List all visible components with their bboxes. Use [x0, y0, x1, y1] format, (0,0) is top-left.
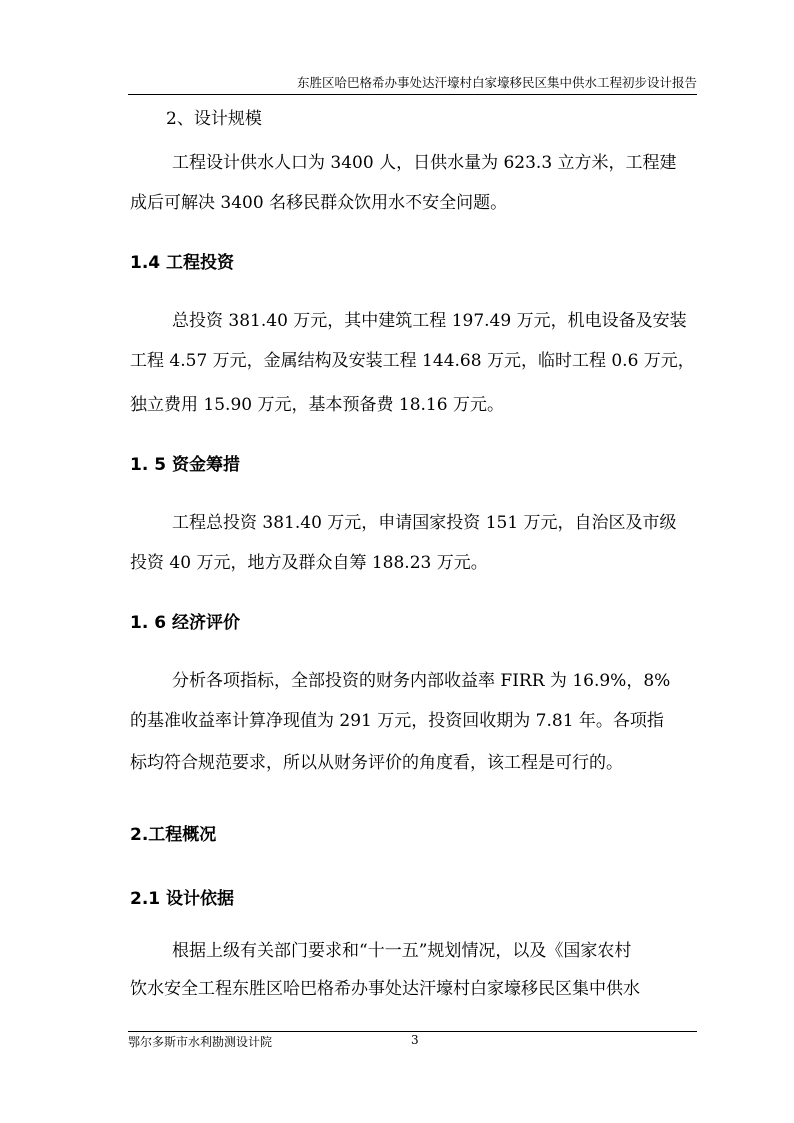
section-heading-2: 2.工程概况: [130, 825, 217, 845]
paragraph-line: 工程设计供水人口为 3400 人，日供水量为 623.3 立方米，工程建: [172, 153, 677, 173]
page-number: 3: [411, 1033, 419, 1047]
section-heading-2-1: 2.1 设计依据: [130, 889, 235, 909]
paragraph-line: 分析各项指标，全部投资的财务内部收益率 FIRR 为 16.9%，8%: [172, 671, 671, 691]
footer-divider: [128, 1031, 697, 1032]
header-title: 东胜区哈巴格希办事处达汗壕村白家壕移民区集中供水工程初步设计报告: [296, 75, 697, 90]
section-heading-1-6: 1. 6 经济评价: [130, 613, 240, 633]
section-heading-1-5: 1. 5 资金筹措: [130, 455, 240, 475]
paragraph-line: 成后可解决 3400 名移民群众饮用水不安全问题。: [130, 193, 508, 213]
paragraph-line: 饮水安全工程东胜区哈巴格希办事处达汗壕村白家壕移民区集中供水: [130, 979, 640, 999]
page-header: [128, 74, 697, 95]
paragraph-line: 独立费用 15.90 万元，基本预备费 18.16 万元。: [130, 395, 504, 415]
paragraph-line: 工程总投资 381.40 万元，申请国家投资 151 万元，自治区及市级: [172, 513, 677, 533]
design-scale-heading: 2、设计规模: [166, 109, 262, 129]
section-heading-1-4: 1.4 工程投资: [130, 253, 235, 273]
paragraph-line: 总投资 381.40 万元，其中建筑工程 197.49 万元，机电设备及安装: [172, 311, 687, 331]
paragraph-line: 投资 40 万元，地方及群众自筹 188.23 万元。: [130, 553, 488, 573]
footer-organization: 鄂尔多斯市水利勘测设计院: [128, 1035, 273, 1049]
paragraph-line: 工程 4.57 万元，金属结构及安装工程 144.68 万元，临时工程 0.6 万元，: [130, 351, 695, 371]
paragraph-line: 根据上级有关部门要求和“十一五”规划情况，以及《国家农村: [172, 941, 632, 961]
paragraph-line: 标均符合规范要求，所以从财务评价的角度看，该工程是可行的。: [130, 753, 623, 773]
paragraph-line: 的基准收益率计算净现值为 291 万元，投资回收期为 7.81 年。各项指: [130, 711, 664, 731]
